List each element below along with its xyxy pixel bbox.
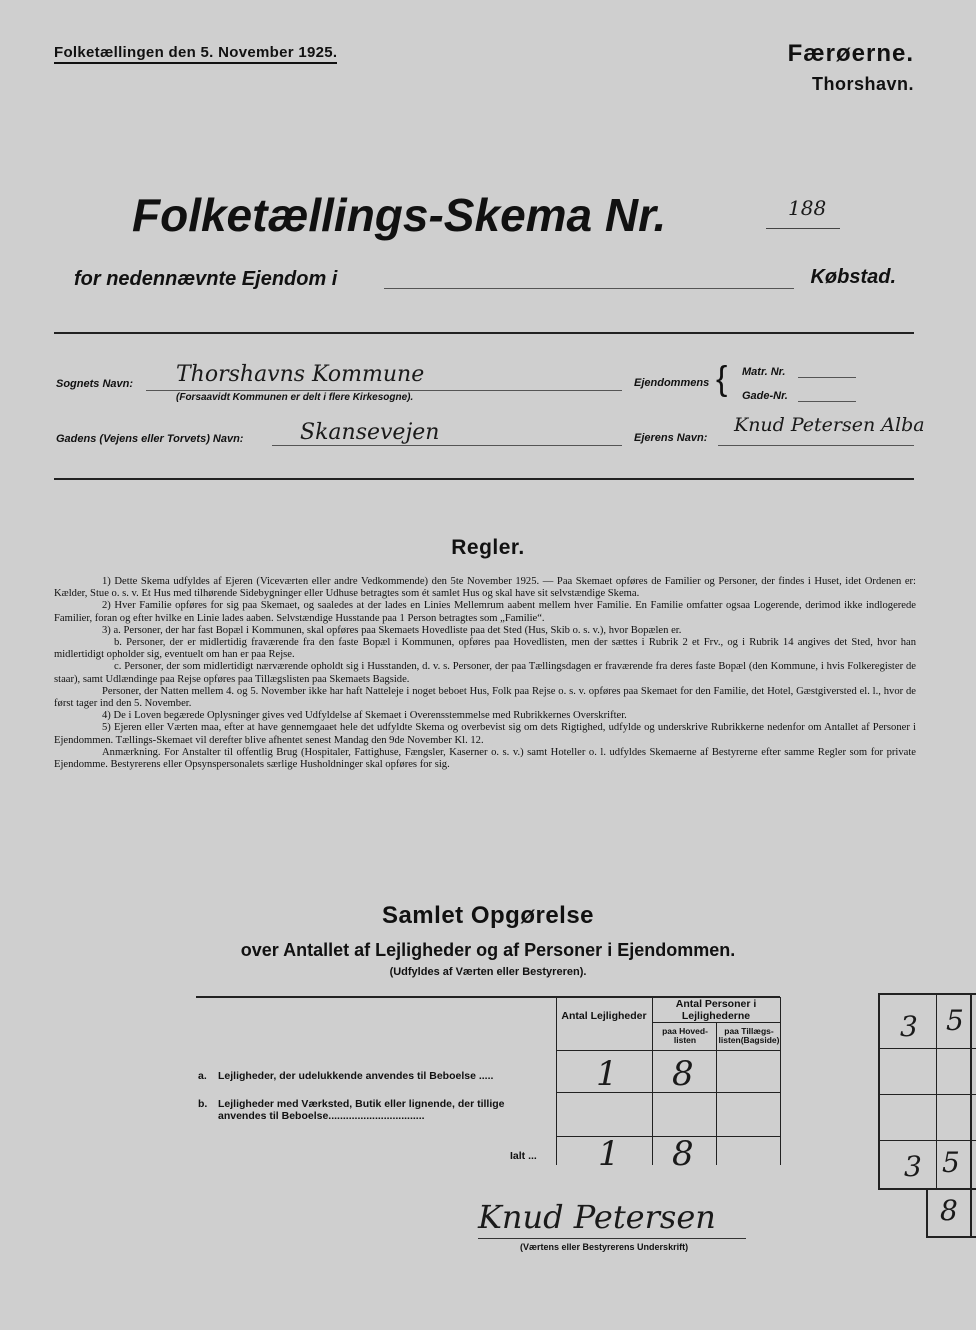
parish-note: (Forsaavidt Kommunen er delt i flere Kirkesogne).	[176, 392, 414, 403]
owner-value: Knud Petersen Alba	[734, 414, 925, 436]
tally-r1-a: 3	[900, 1010, 918, 1043]
tally-top-rule	[878, 993, 976, 995]
tally-r3: 8	[940, 1194, 958, 1227]
subtitle-line	[384, 288, 794, 289]
divider-middle	[54, 478, 914, 480]
row-b-letter: b.	[198, 1098, 208, 1110]
tally-r1-b: 5	[946, 1004, 964, 1037]
owner-label: Ejerens Navn:	[634, 432, 708, 444]
census-date-header: Folketællingen den 5. November 1925.	[54, 44, 337, 64]
total-apartments: 1	[598, 1134, 620, 1174]
summary-subtitle: over Antallet af Lejligheder og af Personer i Ejendommen.	[240, 940, 736, 960]
tally-rule-6	[926, 1188, 928, 1238]
total-label: Ialt ...	[510, 1150, 537, 1162]
header-bottom-rule	[556, 1050, 780, 1051]
col-supp-list-header: paa Tillægs-listen(Bagside)	[718, 1026, 780, 1045]
divider-top	[54, 332, 914, 334]
region-header: Færøerne.	[787, 40, 914, 67]
form-number: 188	[788, 196, 827, 220]
rule-3b: b. Personer, der er midlertidig fraværende fra den faste Bopæl i Kommunen, opføres paa Hovedlisten, men der sættes i Rubrik 2 et Frv., og i Rubrik 14 angives det Sted, hvor han midlertidigt opholder sig, eventuelt om han er paa Rejse.	[54, 637, 916, 661]
row-a-bottom-rule	[556, 1092, 780, 1093]
row-b-label-1: Lejligheder med Værksted, Butik eller lignende, der tillige	[218, 1098, 505, 1110]
gade-label: Gade-Nr.	[742, 390, 788, 402]
gade-line	[798, 401, 856, 402]
town-header: Thorshavn.	[811, 74, 914, 94]
tally-left-rule	[878, 993, 880, 1189]
rule-5: 5) Ejeren eller Værten maa, efter at have gennemgaaet hele det udfyldte Skema og overbevist sig om dets Rigtighed, udfylde og underskrive Rubrikkerne nedenfor om Antallet af Personer i Ejendommen. Tællings-Skemaet vil derefter blive afhentet senest Mandag den 9de November Kl. 12.	[54, 722, 916, 746]
rule-2: 2) Hver Familie opføres for sig paa Skemaet, og saaledes at der lades en Linies Mellemrum aabent mellem hver Familie. En Familie omfatter ogsaa Logerende, derimod ikke indlogerede Familier, foran og efter hvilke en Linie lades aaben. Selvstændige Husstande paa 1 Person betragtes som „Familie“.	[54, 600, 916, 624]
rule-remark: Anmærkning. For Anstalter til offentlig Brug (Hospitaler, Fattighuse, Fængsler, Kaserner o. s. v.) samt Hoteller o. l. udfyldes Skemaerne af Bestyrerne efter samme Regler som for private Ejendomme. Bestyrerens eller Opsynspersonalets særlige Husholdninger skal opføres for sig.	[54, 746, 916, 771]
parish-label: Sognets Navn:	[56, 378, 134, 390]
rule-4: 4) De i Loven begærede Oplysninger gives ved Udfyldelse af Skemaet i Overensstemmelse med Rubrikkernes Overskrifter.	[102, 710, 627, 722]
rule-3c: c. Personer, der som midlertidigt nærværende opholdt sig i Husstanden, d. v. s. Personer, der paa Tællingsdagen er fraværende fra deres faste Bopæl (den Kommune, i hvis Folkeregister de staar), samt Udlændinge paa Rejse opføres paa Tillægslisten paa Skemaets Bagside.	[54, 661, 916, 685]
row-a-main-list: 8	[672, 1054, 694, 1094]
rule-3a: 3) a. Personer, der har fast Bopæl i Kommunen, skal opføres paa Skemaets Hovedliste paa det Sted (Hus, Skib o. s. v.), hvor Bopælen er.	[102, 624, 682, 636]
col-rule-1	[556, 997, 557, 1165]
rules-title: Regler.	[451, 536, 525, 559]
tally-mid-rule	[936, 993, 937, 1189]
tally-r2-a: 3	[904, 1150, 922, 1183]
tally-rule-1	[878, 1048, 976, 1049]
street-line	[272, 445, 622, 446]
owner-line	[718, 445, 914, 446]
tally-right-rule	[970, 993, 972, 1237]
tally-rule-2	[878, 1094, 976, 1095]
tally-rule-5	[926, 1236, 976, 1238]
rule-3-note: Personer, der Natten mellem 4. og 5. November ikke har haft Natteleje i noget beboet Hus, Folk paa Rejse o. s. v. opføres paa Skemaet for den Familie, det Hotel, Gæstgiversted el. l., hvor de først tager ind den 5. November.	[54, 685, 916, 710]
signature: Knud Petersen	[478, 1198, 716, 1236]
signature-caption: (Værtens eller Bestyrerens Underskrift)	[520, 1242, 689, 1252]
row-a-apartments: 1	[596, 1054, 618, 1094]
form-number-line	[766, 228, 840, 229]
street-label: Gadens (Vejens eller Torvets) Navn:	[56, 433, 244, 445]
tally-r2-b: 5	[942, 1146, 960, 1179]
row-a-letter: a.	[198, 1070, 207, 1082]
persons-subheader-rule	[652, 1022, 780, 1023]
col-persons-header: Antal Personer i Lejlighederne	[675, 998, 757, 1022]
brace-glyph: {	[716, 360, 728, 398]
parish-line	[146, 390, 622, 391]
col-rule-3	[716, 1022, 717, 1165]
parish-value: Thorshavns Kommune	[176, 362, 425, 387]
form-subtitle: for nedennævnte Ejendom i	[74, 268, 338, 290]
summary-title: Samlet Opgørelse	[381, 902, 595, 929]
col-rule-4	[780, 997, 781, 1165]
matr-line	[798, 377, 856, 378]
row-a-label: Lejligheder, der udelukkende anvendes til Beboelse .....	[218, 1070, 494, 1082]
town-type: Købstad.	[810, 266, 896, 288]
col-apartments-header: Antal Lejligheder	[561, 1010, 647, 1022]
tally-rule-3	[878, 1140, 976, 1141]
street-value: Skansevejen	[300, 420, 440, 445]
col-main-list-header: paa Hoved-listen	[662, 1026, 708, 1045]
rules-text	[54, 576, 916, 771]
row-b-bottom-rule	[556, 1136, 780, 1137]
matr-label: Matr. Nr.	[742, 366, 786, 378]
rule-1: 1) Dette Skema udfyldes af Ejeren (Viceværten eller andre Vedkommende) den 5te November 1925. — Paa Skemaet opføres de Familier og Personer, der findes i Huset, idet Ordenen er: Kælder, Stue o. s. v. Et Hus med tilhørende Sidebygninger eller Udhuse betragtes som ét samlet Hus og skal have sit selvstændige Skema.	[54, 576, 916, 600]
total-main-list: 8	[672, 1134, 694, 1174]
form-title: Folketællings-Skema Nr.	[132, 189, 667, 241]
property-label: Ejendommens	[634, 377, 710, 389]
row-b-label-2: anvendes til Beboelse.................................	[218, 1110, 425, 1122]
summary-note: (Udfyldes af Værten eller Bestyreren).	[389, 966, 587, 978]
signature-line	[478, 1238, 746, 1239]
